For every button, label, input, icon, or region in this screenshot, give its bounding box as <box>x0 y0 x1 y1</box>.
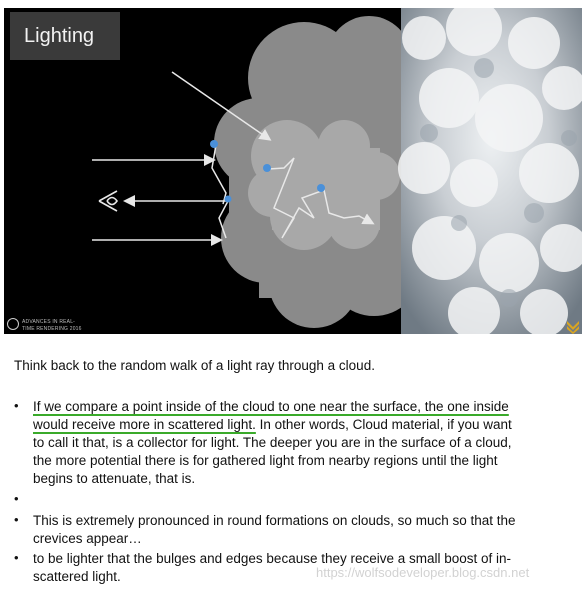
bullet1-underlined-part: would receive more in scattered light. <box>33 417 256 432</box>
bullet4-line: to be lighter that the bulges and edges because they receive a small boost of in- <box>33 551 512 566</box>
watermark: https://wolfsodeveloper.blog.csdn.net <box>316 565 530 580</box>
bullet-marker: • <box>14 550 19 565</box>
bullet3-line: crevices appear… <box>33 531 142 546</box>
bullet-marker: • <box>14 491 19 506</box>
bullet1-line: begins to attenuate, that is. <box>33 471 196 486</box>
footer-text-line1: ADVANCES IN REAL- <box>22 319 76 325</box>
bullet-marker: • <box>14 512 19 527</box>
bullet1-line: If we compare a point inside of the cloud to one near the surface, the one inside <box>33 399 509 414</box>
bullet4-line: scattered light. <box>33 569 121 584</box>
notes-intro: Think back to the random walk of a light ray through a cloud. <box>14 358 375 373</box>
bullet3-line: This is extremely pronounced in round formations on clouds, so much so that the <box>33 513 516 528</box>
bullet1-line <box>33 416 512 434</box>
bullet-marker: • <box>14 398 19 413</box>
bullet1-line: the more potential there is for gathered light from nearby regions until the light <box>33 453 498 468</box>
footer-text-line2: TIME RENDERING 2016 <box>22 326 82 332</box>
bullet1-rest: In other words, Cloud material, if you want <box>255 417 512 432</box>
slide-title: Lighting <box>24 25 95 47</box>
bullet1-line: to call it that, is a collector for light. The deeper you are in the surface of a cloud, <box>33 435 512 450</box>
